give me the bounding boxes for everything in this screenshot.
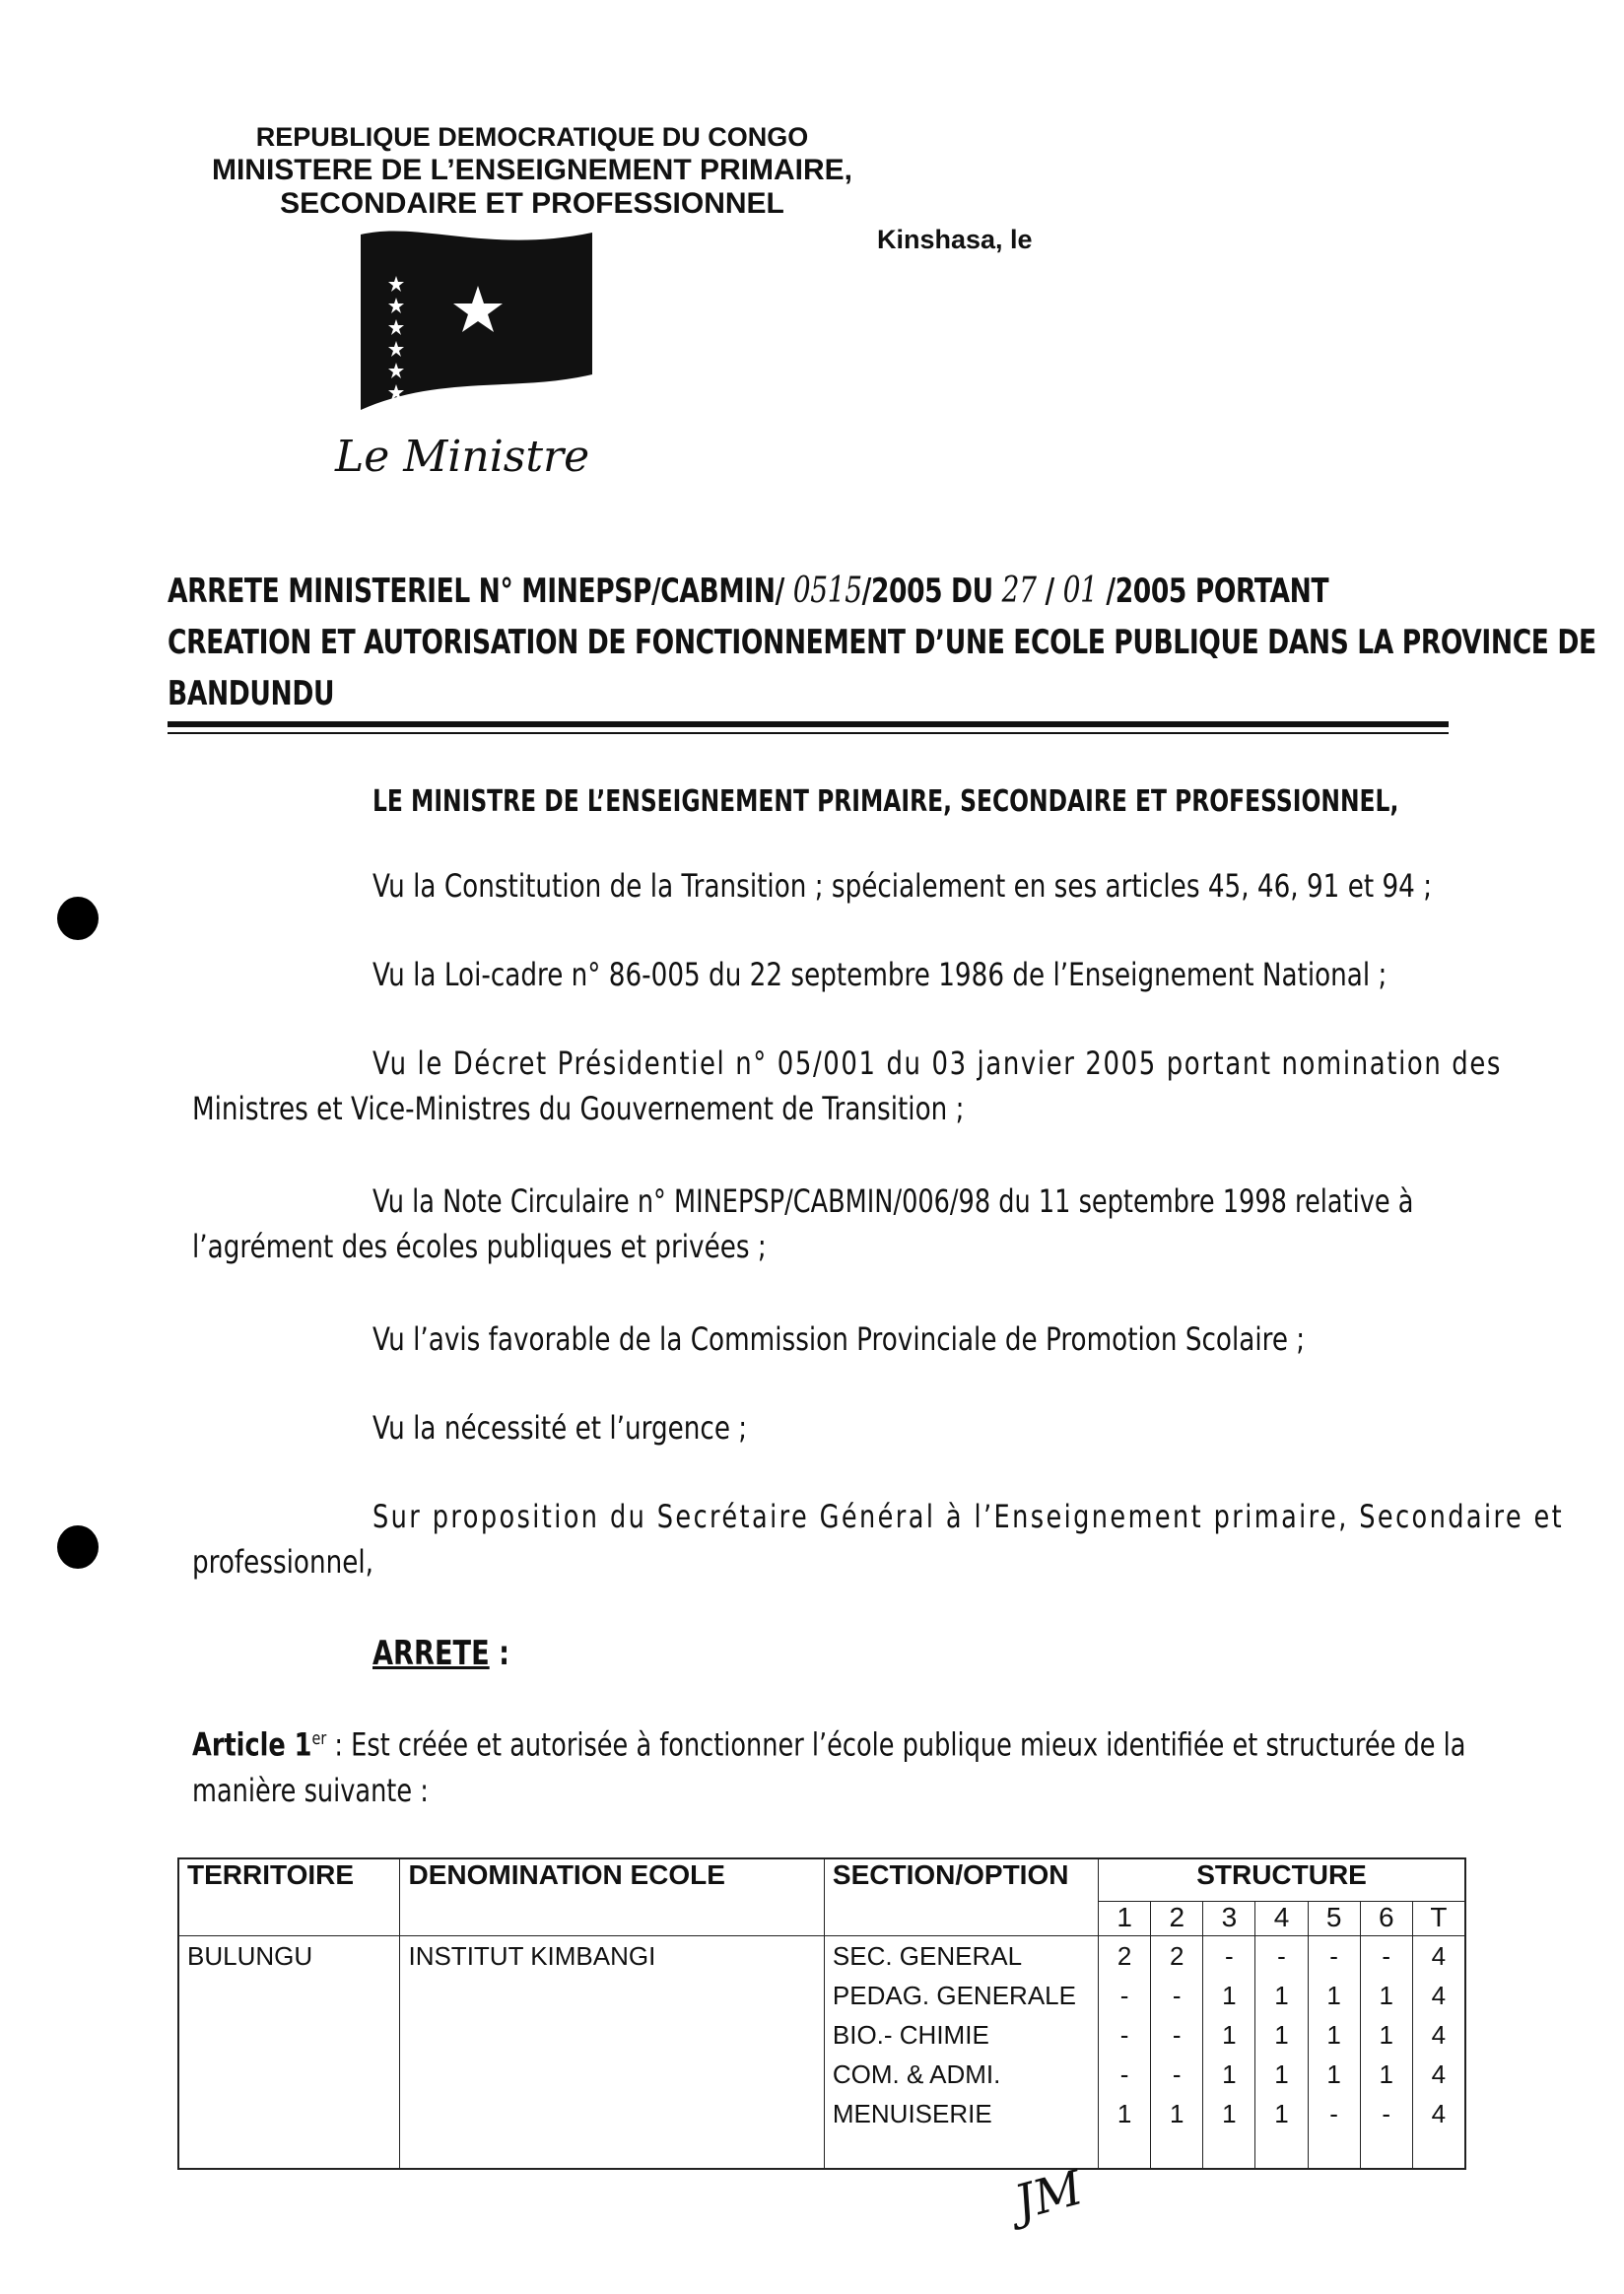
cell-col-total: 4 4 4 4 4	[1412, 1936, 1465, 2170]
place-date: Kinshasa, le	[877, 225, 1033, 254]
school-structure-table	[177, 1857, 1466, 2170]
section-option: BIO.- CHIMIE	[832, 2020, 989, 2050]
letterhead-country: REPUBLIQUE DEMOCRATIQUE DU CONGO	[255, 122, 809, 152]
decree-title	[168, 566, 1596, 719]
visa-note-line-1: Vu la Note Circulaire n° MINEPSP/CABMIN/006/98 du 11 septembre 1998 relative à	[372, 1182, 1414, 1220]
arrete-label: ARRETE :	[372, 1634, 510, 1673]
structure-col-3: 3	[1203, 1902, 1255, 1936]
decree-day-handwritten: 27	[1001, 571, 1037, 611]
header-structure: STRUCTURE	[1099, 1858, 1465, 1902]
visa-proposition-line-1: Sur proposition du Secrétaire Général à l’Enseignement primaire, Secondaire et	[372, 1498, 1565, 1535]
cell-sections	[824, 1936, 1098, 2170]
cell-col-5: - 1 1 1 -	[1308, 1936, 1360, 2170]
minister-signature: Le Ministre	[335, 432, 590, 482]
decree-number-handwritten: 0515	[792, 571, 862, 611]
visa-constitution: Vu la Constitution de la Transition ; spécialement en ses articles 45, 46, 91 et 94 ;	[372, 867, 1433, 905]
visa-urgence: Vu la nécessité et l’urgence ;	[372, 1409, 748, 1447]
visa-note-line-2: l’agrément des écoles publiques et privées ;	[192, 1228, 767, 1265]
visa-avis: Vu l’avis favorable de la Commission Provinciale de Promotion Scolaire ;	[372, 1320, 1306, 1358]
punch-hole-top	[57, 897, 99, 940]
title-rule-thick	[168, 721, 1449, 727]
article-1-label: Article 1	[192, 1725, 312, 1764]
punch-hole-bottom	[57, 1525, 99, 1569]
structure-col-6: 6	[1360, 1902, 1412, 1936]
structure-col-5: 5	[1308, 1902, 1360, 1936]
section-option: COM. & ADMI.	[832, 2059, 1001, 2089]
cell-col-2: 2 - - - 1	[1151, 1936, 1203, 2170]
letterhead-ministry-cont: SECONDAIRE ET PROFESSIONNEL	[280, 187, 784, 220]
visa-decret-line-2: Ministres et Vice-Ministres du Gouvernement de Transition ;	[192, 1090, 965, 1127]
decree-title-line-1: ARRETE MINISTERIEL N° MINEPSP/CABMIN/ 0515/2005 DU 27 / 01 /2005 PORTANT	[168, 571, 1329, 611]
table-row	[178, 1936, 1465, 2170]
structure-col-2: 2	[1151, 1902, 1203, 1936]
cell-col-3: - 1 1 1 1	[1203, 1936, 1255, 2170]
article-1: Article 1er : Est créée et autorisée à fonctionner l’école publique mieux identifiée et structurée de la manière suivante :	[192, 1725, 1466, 1809]
title-rule-thin	[168, 732, 1449, 734]
decree-title-line-3: BANDUNDU	[168, 674, 335, 713]
section-option: PEDAG. GENERALE	[832, 1981, 1076, 2010]
letterhead-ministry: MINISTERE DE L’ENSEIGNEMENT PRIMAIRE,	[211, 154, 853, 186]
visa-decret-line-1: Vu le Décret Présidentiel n° 05/001 du 03 janvier 2005 portant nomination des	[372, 1045, 1503, 1082]
minister-heading: LE MINISTRE DE L’ENSEIGNEMENT PRIMAIRE, SECONDAIRE ET PROFESSIONNEL,	[372, 784, 1399, 819]
table-header-row	[178, 1858, 1465, 1902]
header-denomination: DENOMINATION ECOLE	[400, 1858, 824, 1936]
section-option: SEC. GENERAL	[832, 1941, 1023, 1971]
decree-month-handwritten: 01	[1062, 571, 1098, 611]
cell-denomination: INSTITUT KIMBANGI	[400, 1936, 824, 2170]
cell-col-4: - 1 1 1 1	[1255, 1936, 1308, 2170]
flag-emblem-icon	[361, 227, 592, 414]
structure-col-4: 4	[1255, 1902, 1308, 1936]
cell-col-1: 2 - - - 1	[1099, 1936, 1151, 2170]
decree-title-line-2: CREATION ET AUTORISATION DE FONCTIONNEMENT D’UNE ECOLE PUBLIQUE DANS LA PROVINCE DE	[168, 623, 1596, 662]
header-territoire: TERRITOIRE	[178, 1858, 400, 1936]
section-option: MENUISERIE	[832, 2099, 992, 2128]
header-section: SECTION/OPTION	[824, 1858, 1098, 1936]
cell-col-6: - 1 1 1 -	[1360, 1936, 1412, 2170]
visa-loi-cadre: Vu la Loi-cadre n° 86-005 du 22 septembre 1986 de l’Enseignement National ;	[372, 956, 1387, 993]
cell-territoire: BULUNGU	[178, 1936, 400, 2170]
handwritten-paraph: JM	[1008, 2160, 1089, 2231]
structure-col-total: T	[1412, 1902, 1465, 1936]
visa-proposition-line-2: professionnel,	[192, 1543, 374, 1581]
letterhead	[177, 120, 887, 221]
structure-col-1: 1	[1099, 1902, 1151, 1936]
